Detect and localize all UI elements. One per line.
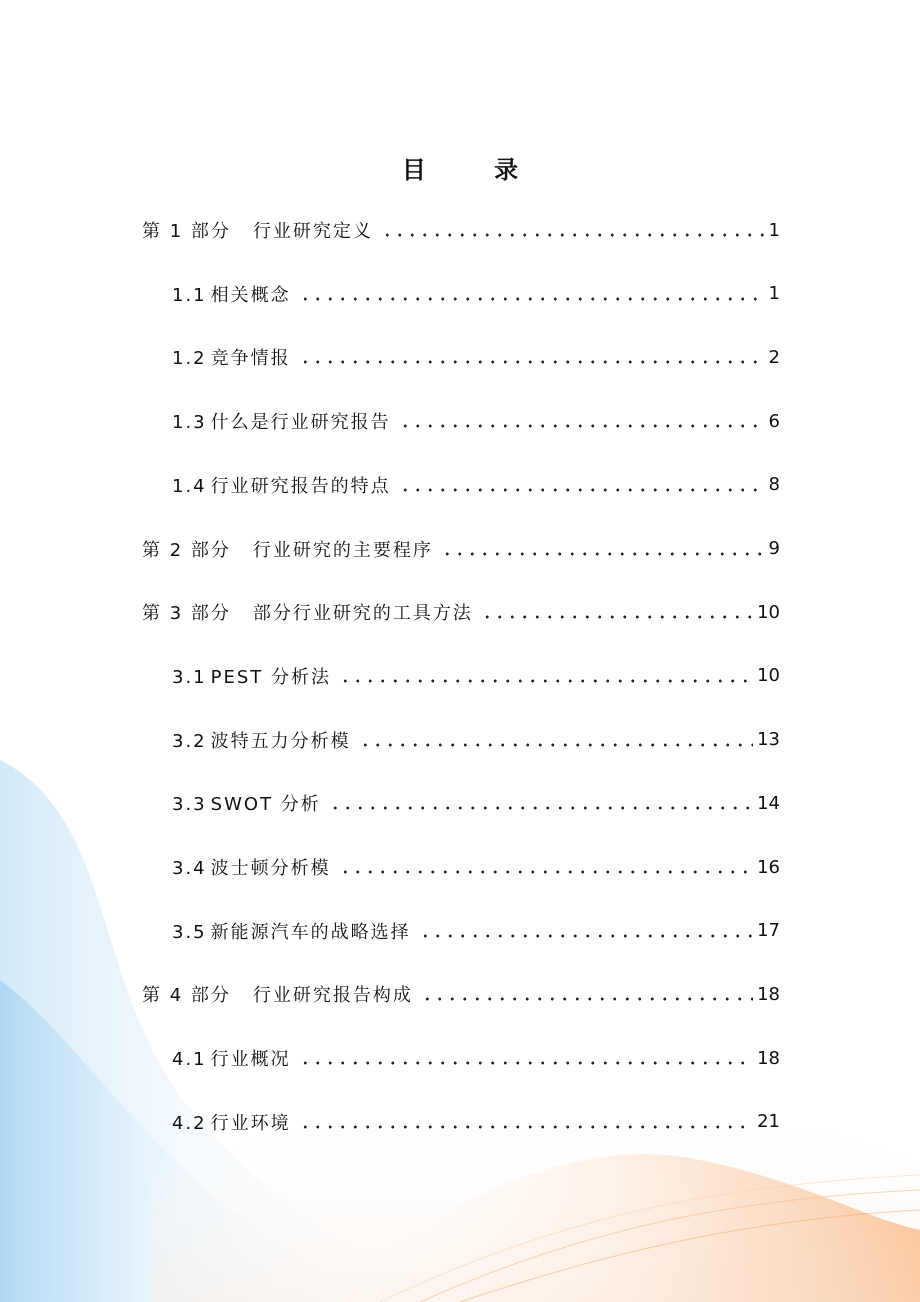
toc-entry[interactable] [172, 335, 780, 379]
toc-dot-leader [381, 232, 765, 238]
toc-entry[interactable] [142, 972, 780, 1016]
toc-dot-leader [481, 614, 753, 620]
toc-entry-text: 竞争情报 [210, 348, 291, 370]
toc-entry[interactable] [142, 208, 780, 252]
toc-entry-text: 行业环境 [210, 1112, 291, 1134]
toc-entry-number: 3.5 [172, 921, 207, 943]
toc-entry-label [172, 1045, 291, 1071]
toc-entry-label [172, 472, 391, 498]
toc-page-number: 6 [768, 410, 780, 432]
toc-entry-text: 行业研究定义 [252, 221, 373, 242]
toc-entry-label [172, 344, 291, 370]
toc-page-number: 16 [757, 856, 780, 878]
toc-entry-text: 相关概念 [210, 284, 291, 306]
toc-entry-number: 3.3 [172, 794, 207, 816]
toc-dot-leader [441, 551, 765, 557]
toc-page-number: 13 [757, 729, 780, 751]
toc-entry-label [142, 599, 473, 625]
toc-entry-number: 3.1 [172, 666, 207, 688]
toc-page-number: 10 [757, 665, 780, 687]
toc-page-number: 8 [768, 474, 780, 496]
toc-page-number: 2 [768, 346, 780, 368]
toc-page-number: 18 [757, 983, 780, 1005]
toc-entry-label [172, 281, 291, 307]
toc-entry-label [172, 790, 321, 816]
toc-dot-leader [339, 678, 753, 684]
toc-dot-leader [419, 933, 753, 939]
toc-entry-number: 1.3 [172, 412, 207, 434]
toc-entry[interactable] [172, 272, 780, 316]
toc-dot-leader [299, 359, 765, 365]
toc-dot-leader [299, 1060, 753, 1066]
toc-page-number: 1 [768, 283, 780, 305]
toc-entry-number: 4.1 [172, 1049, 207, 1071]
toc-entry[interactable] [172, 1036, 780, 1080]
toc-entry[interactable] [172, 909, 780, 953]
toc-page-number: 1 [768, 219, 780, 241]
toc-entry-number: 3.4 [172, 858, 207, 879]
toc-entry-text: 部分行业研究的工具方法 [252, 603, 473, 625]
toc-entry[interactable] [142, 590, 780, 634]
toc-dot-leader [359, 742, 753, 748]
toc-entry-number: 第 1 部分 [142, 221, 231, 242]
toc-entry[interactable] [172, 718, 780, 762]
toc-entry-text: 行业研究报告的特点 [210, 475, 391, 497]
toc-entry-label [142, 536, 433, 562]
toc-page-number: 9 [768, 538, 780, 559]
toc-dot-leader [329, 805, 753, 811]
toc-entry[interactable] [172, 845, 780, 889]
toc-entry-number: 第 2 部分 [142, 539, 231, 561]
toc-entry[interactable] [142, 527, 780, 571]
toc-dot-leader [339, 869, 753, 875]
toc-entry-text: 行业研究的主要程序 [252, 539, 433, 561]
toc-entry-number: 1.2 [172, 348, 207, 370]
toc-entry-label [172, 727, 351, 753]
toc-page-number: 18 [757, 1047, 780, 1069]
toc-dot-leader [299, 296, 765, 302]
toc-entry[interactable] [172, 463, 780, 507]
toc-title: 目 录 [401, 155, 549, 184]
toc-entry-label [172, 918, 411, 944]
toc-entry-label [172, 408, 391, 434]
toc-entry[interactable] [172, 781, 780, 825]
toc-entry-text: 行业概况 [210, 1049, 291, 1071]
toc-page-number: 21 [757, 1111, 780, 1133]
toc-page-number: 17 [757, 920, 780, 942]
toc-entry-label [142, 981, 413, 1007]
toc-entry-label [172, 854, 331, 880]
toc-entry-label [172, 663, 331, 689]
toc-entry-text: 什么是行业研究报告 [210, 412, 391, 434]
toc-entry-number: 1.4 [172, 475, 207, 497]
toc-page-number: 14 [757, 792, 780, 814]
toc-entry[interactable] [172, 399, 780, 443]
toc-entry-number: 1.1 [172, 284, 207, 306]
toc-entry-text: 行业研究报告构成 [252, 985, 413, 1007]
toc-dot-leader [399, 423, 765, 429]
toc-entry-text: 波士顿分析模 [210, 858, 331, 879]
toc-entry-number: 3.2 [172, 730, 207, 752]
toc-entry-number: 第 4 部分 [142, 985, 231, 1007]
toc-entry-number: 第 3 部分 [142, 603, 231, 625]
toc-entry-text: 新能源汽车的战略选择 [210, 921, 411, 943]
toc-entry[interactable] [172, 1100, 780, 1144]
toc-entry[interactable] [172, 654, 780, 698]
toc-dot-leader [399, 487, 765, 493]
toc-dot-leader [421, 996, 753, 1002]
toc-entry-text: SWOT 分析 [210, 794, 321, 816]
toc-entry-text: PEST 分析法 [210, 666, 332, 688]
toc-page-number: 10 [757, 601, 780, 623]
toc-entry-text: 波特五力分析模 [210, 730, 351, 752]
toc-entry-label [172, 1109, 291, 1135]
toc-entry-label [142, 217, 373, 243]
toc-dot-leader [299, 1124, 753, 1130]
toc-entry-number: 4.2 [172, 1112, 207, 1134]
